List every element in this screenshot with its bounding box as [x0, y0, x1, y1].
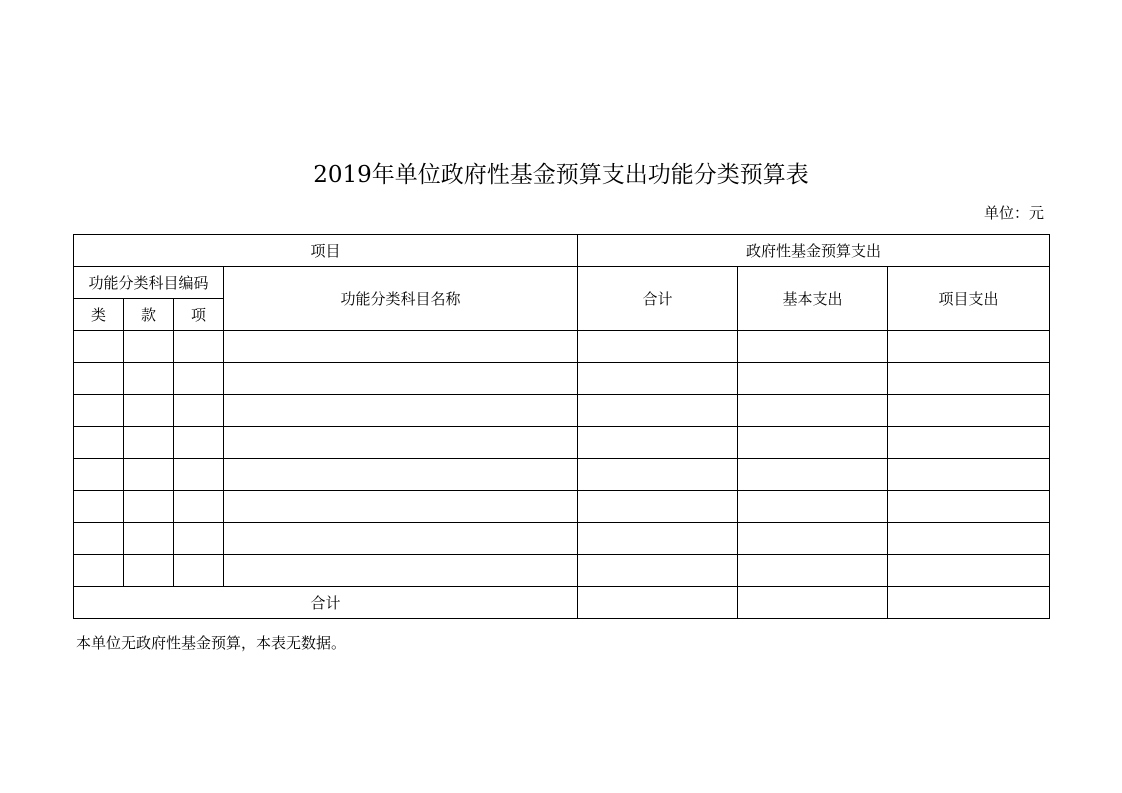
table-row [74, 395, 1050, 427]
header-gov-fund-expenditure: 政府性基金预算支出 [578, 235, 1050, 267]
table-row [74, 427, 1050, 459]
cell-total [578, 555, 738, 587]
cell-project [888, 555, 1050, 587]
header-basic-expenditure: 基本支出 [738, 267, 888, 331]
cell-name [224, 427, 578, 459]
cell-total [578, 395, 738, 427]
cell-item [174, 427, 224, 459]
cell-item [174, 555, 224, 587]
table-row [74, 491, 1050, 523]
table-row [74, 555, 1050, 587]
cell-category [74, 459, 124, 491]
cell-basic [738, 331, 888, 363]
cell-category [74, 523, 124, 555]
table-row [74, 331, 1050, 363]
header-section: 款 [124, 299, 174, 331]
header-category: 类 [74, 299, 124, 331]
header-project-expenditure: 项目支出 [888, 267, 1050, 331]
cell-category [74, 331, 124, 363]
cell-name [224, 395, 578, 427]
cell-total [578, 427, 738, 459]
total-row-label: 合计 [74, 587, 578, 619]
table-row [74, 363, 1050, 395]
header-item: 项 [174, 299, 224, 331]
total-row-basic [738, 587, 888, 619]
page-title: 2019年单位政府性基金预算支出功能分类预算表 [313, 162, 809, 188]
cell-name [224, 331, 578, 363]
cell-basic [738, 459, 888, 491]
cell-project [888, 523, 1050, 555]
cell-project [888, 395, 1050, 427]
cell-item [174, 363, 224, 395]
cell-section [124, 427, 174, 459]
total-row-project [888, 587, 1050, 619]
cell-basic [738, 395, 888, 427]
cell-basic [738, 427, 888, 459]
cell-total [578, 363, 738, 395]
total-row-total [578, 587, 738, 619]
header-row-2 [74, 267, 1050, 299]
cell-total [578, 523, 738, 555]
total-row [74, 587, 1050, 619]
cell-section [124, 363, 174, 395]
cell-section [124, 555, 174, 587]
cell-category [74, 427, 124, 459]
cell-project [888, 459, 1050, 491]
cell-section [124, 523, 174, 555]
unit-label: 单位：元 [983, 204, 1044, 222]
cell-total [578, 491, 738, 523]
header-project: 项目 [74, 235, 578, 267]
header-total: 合计 [578, 267, 738, 331]
cell-section [124, 395, 174, 427]
cell-basic [738, 491, 888, 523]
cell-project [888, 331, 1050, 363]
cell-total [578, 331, 738, 363]
cell-category [74, 363, 124, 395]
cell-name [224, 555, 578, 587]
cell-name [224, 363, 578, 395]
cell-basic [738, 363, 888, 395]
cell-item [174, 395, 224, 427]
cell-name [224, 459, 578, 491]
cell-section [124, 491, 174, 523]
cell-name [224, 523, 578, 555]
cell-total [578, 459, 738, 491]
cell-basic [738, 523, 888, 555]
table-row [74, 523, 1050, 555]
cell-category [74, 555, 124, 587]
cell-item [174, 331, 224, 363]
header-row-1 [74, 235, 1050, 267]
header-function-name: 功能分类科目名称 [224, 267, 578, 331]
cell-project [888, 427, 1050, 459]
cell-project [888, 363, 1050, 395]
cell-category [74, 491, 124, 523]
header-function-code: 功能分类科目编码 [74, 267, 224, 299]
cell-section [124, 331, 174, 363]
budget-table [73, 234, 1050, 619]
footnote: 本单位无政府性基金预算，本表无数据。 [76, 634, 347, 652]
cell-item [174, 523, 224, 555]
cell-basic [738, 555, 888, 587]
cell-item [174, 491, 224, 523]
cell-section [124, 459, 174, 491]
cell-item [174, 459, 224, 491]
table-row [74, 459, 1050, 491]
cell-project [888, 491, 1050, 523]
cell-name [224, 491, 578, 523]
cell-category [74, 395, 124, 427]
